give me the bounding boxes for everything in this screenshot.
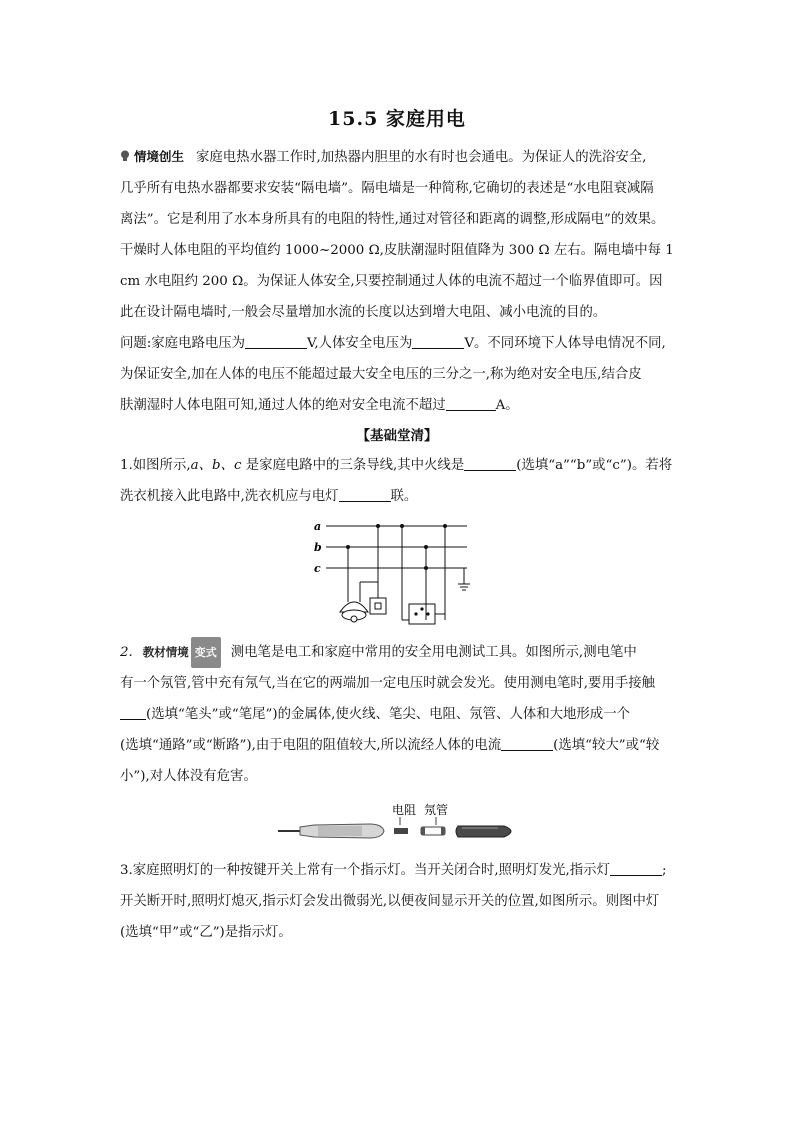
answer-blank-current-size[interactable] — [501, 736, 553, 751]
answer-blank-live-wire[interactable] — [464, 456, 516, 471]
variant-badge: 变式 — [191, 637, 221, 668]
q2-line-4: (选填“通路”或“断路”),由于电阻的阻值较大,所以流经人体的电流 (选填“较大”或“较 — [120, 738, 660, 753]
wire-label-b: b — [314, 541, 322, 554]
lightbulb-icon — [120, 150, 130, 162]
intro-line-2: 几乎所有电热水器都要求安装“隔电墙”。隔电墙是一种简称,它确切的表述是“水电阻衰减隔 — [120, 181, 654, 196]
answer-blank-current[interactable] — [446, 396, 496, 411]
answer-blank-safe-voltage[interactable] — [412, 334, 464, 349]
intro-line-3: 离法”。它是利用了水本身所具有的电阻的特性,通过对管径和距离的调整,形成隔电”的效果。 — [120, 212, 665, 227]
q2-line-3: (选填“笔头”或“笔尾”)的金属体,使火线、笔尖、电阻、氖管、人体和大地形成一个 — [120, 699, 680, 730]
intro-line-1: 情境创生 家庭电热水器工作时,加热器内胆里的水有时也会通电。为保证人的洗浴安全, — [120, 141, 680, 173]
q2-line-5: 小”),对人体没有危害。 — [120, 769, 257, 784]
pen-body-icon — [278, 824, 384, 838]
circuit-diagram — [312, 516, 482, 628]
q2-line-1: 2. 教材情境 变式 测电笔是电工和家庭中常用的安全用电测试工具。如图所示,测电笔中 — [120, 637, 680, 668]
wire-label-a: a — [314, 520, 322, 533]
q3-line-2: 开关断开时,照明灯熄灭,指示灯会发出微弱光,以便夜间显示开关的位置,如图所示。则图中灯 — [120, 894, 660, 909]
q1-line-2: 洗衣机接入此电路中,洗衣机应与电灯 联。 — [120, 489, 418, 504]
question-2 — [120, 637, 680, 792]
answer-blank-voltage[interactable] — [245, 334, 307, 349]
scenario-tag: 情境创生 — [120, 141, 184, 172]
answer-blank-indicator[interactable] — [610, 861, 662, 876]
section-title: 【基础堂清】 — [356, 428, 438, 444]
intro-section — [120, 141, 680, 421]
textbook-badge: 教材情境 — [142, 645, 189, 659]
test-pen-figure — [278, 800, 518, 842]
q1-line-1: 1.如图所示,a、b、c 是家庭电路中的三条导线,其中火线是 (选填“a”“b”或“c”)。若将 — [120, 458, 673, 473]
wire-label-c: c — [314, 562, 321, 575]
q3-line-1: 3.家庭照明灯的一种按键开关上常有一个指示灯。当开关闭合时,照明灯发光,指示灯 ; — [120, 863, 667, 878]
question-line-3: 肤潮湿时人体电阻可知,通过人体的绝对安全电流不超过 A。 — [120, 398, 519, 413]
neon-tube-icon — [421, 827, 445, 835]
question-3 — [120, 855, 680, 948]
lamp-icon — [340, 602, 368, 622]
answer-blank-connection[interactable] — [339, 487, 391, 502]
page-title: 15.5 家庭用电 — [328, 108, 466, 130]
answer-blank-pen-part[interactable] — [120, 705, 146, 720]
q2-line-2: 有一个氖管,管中充有氖气,当在它的两端加一定电压时就会发光。使用测电笔时,要用手接触 — [120, 676, 656, 691]
question-line-1: 问题:家庭电路电压为 V,人体安全电压为 V。不同环境下人体导电情况不同, — [120, 336, 666, 351]
intro-line-4: 干燥时人体电阻的平均值约 1000~2000 Ω,皮肤潮湿时阻值降为 300 Ω 左右。隔电墙中每 1 — [120, 243, 674, 258]
intro-line-6: 此在设计隔电墙时,一般会尽量增加水流的长度以达到增大电阻、减小电流的目的。 — [120, 305, 607, 320]
neon-label: 氖管 — [424, 803, 449, 817]
q3-line-3: (选填“甲”或“乙”)是指示灯。 — [120, 925, 292, 940]
pen-cap-icon — [456, 826, 511, 837]
intro-line-5: cm 水电阻约 200 Ω。为保证人体安全,只要控制通过人体的电流不超过一个临界值即可。因 — [120, 274, 663, 289]
question-line-2: 为保证安全,加在人体的电压不能超过最大安全电压的三分之一,称为绝对安全电压,结合皮 — [120, 367, 642, 382]
resistor-label: 电阻 — [392, 803, 417, 817]
question-1 — [120, 450, 680, 512]
resistor-icon — [394, 828, 408, 834]
